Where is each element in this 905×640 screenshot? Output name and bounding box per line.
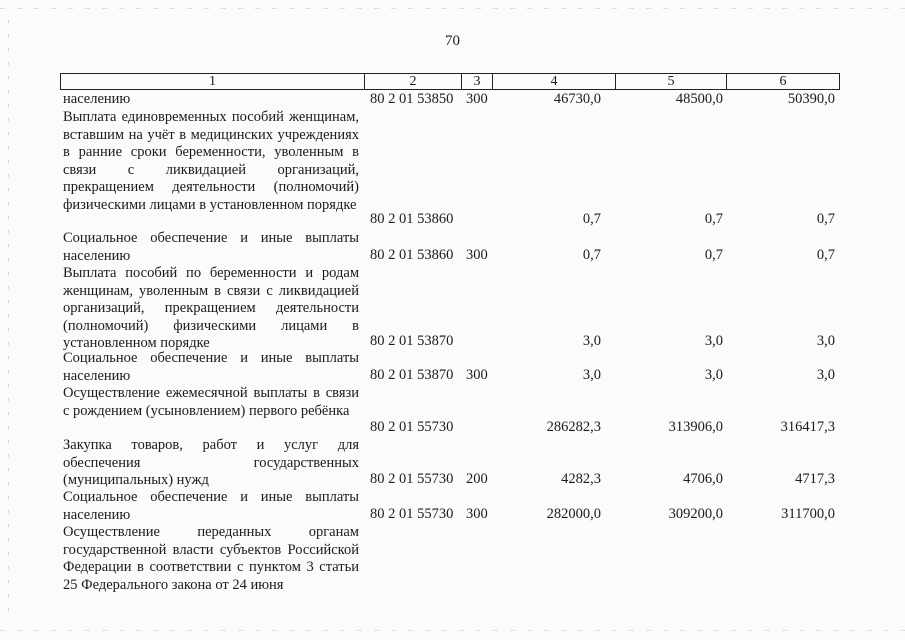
row-code: 80 2 01 53870 bbox=[370, 333, 454, 349]
row-value-4: 282000,0 bbox=[546, 506, 601, 522]
row-description: Закупка товаров, работ и услуг для обеспечения государственных (муниципальных) нужд bbox=[63, 437, 359, 488]
row-value-5: 4706,0 bbox=[683, 471, 723, 487]
row-value-6: 0,7 bbox=[816, 247, 835, 263]
row-value-5: 0,7 bbox=[704, 247, 723, 263]
table-header bbox=[60, 73, 840, 90]
row-value-5: 3,0 bbox=[704, 333, 723, 349]
row-value-4: 4282,3 bbox=[561, 471, 601, 487]
row-value-6: 50390,0 bbox=[787, 91, 835, 107]
scan-artifact-bottom bbox=[0, 630, 905, 631]
header-col-1: 1 bbox=[209, 74, 216, 89]
row-value-6: 316417,3 bbox=[780, 419, 835, 435]
row-value-4: 3,0 bbox=[582, 333, 601, 349]
row-code: 80 2 01 53850 bbox=[370, 91, 454, 107]
row-value-6: 0,7 bbox=[816, 211, 835, 227]
row-type: 200 bbox=[466, 471, 488, 487]
header-col-2: 2 bbox=[364, 74, 461, 89]
row-value-6: 3,0 bbox=[816, 333, 835, 349]
row-value-5: 313906,0 bbox=[668, 419, 723, 435]
page-number: 70 bbox=[445, 33, 460, 49]
scan-margin-mark bbox=[8, 20, 9, 620]
row-description: населению bbox=[63, 91, 131, 107]
row-value-6: 4717,3 bbox=[795, 471, 835, 487]
row-value-4: 3,0 bbox=[582, 367, 601, 383]
row-value-4: 286282,3 bbox=[546, 419, 601, 435]
row-description: Социальное обеспечение и иные выплаты населению bbox=[63, 230, 359, 264]
row-code: 80 2 01 55730 bbox=[370, 419, 454, 435]
row-value-5: 48500,0 bbox=[675, 91, 723, 107]
row-description: Осуществление ежемесячной выплаты в связи с рождением (усыновлением) первого ребёнка bbox=[63, 385, 359, 419]
row-description: Социальное обеспечение и иные выплаты населению bbox=[63, 350, 359, 384]
row-value-5: 309200,0 bbox=[668, 506, 723, 522]
header-col-4: 4 bbox=[492, 74, 615, 89]
row-type: 300 bbox=[466, 506, 488, 522]
header-col-5: 5 bbox=[615, 74, 726, 89]
row-value-6: 311700,0 bbox=[781, 506, 835, 522]
row-value-4: 46730,0 bbox=[553, 91, 601, 107]
header-col-3: 3 bbox=[461, 74, 492, 89]
header-col-6: 6 bbox=[726, 74, 839, 89]
row-value-4: 0,7 bbox=[582, 247, 601, 263]
row-type: 300 bbox=[466, 91, 488, 107]
row-description: Социальное обеспечение и иные выплаты населению bbox=[63, 489, 359, 523]
row-code: 80 2 01 55730 bbox=[370, 471, 454, 487]
row-description: Выплата пособий по беременности и родам женщинам, уволенным в связи с ликвидацией организаций, прекращением деятельности (полномочий) физическими лицами в установленном порядке bbox=[63, 265, 359, 351]
scan-artifact-top bbox=[0, 8, 905, 9]
row-description: Осуществление переданных органам государственной власти субъектов Российской Федерации в соответствии с пунктом 3 статьи 25 Федерального закона от 24 июня bbox=[63, 524, 359, 593]
row-description: Выплата единовременных пособий женщинам, вставшим на учёт в медицинских учреждениях в ранние сроки беременности, уволенным в связи с ликвидацией организаций, прекращением деятельности (полномочий) физическими лицами в установленном порядке bbox=[63, 109, 359, 213]
row-value-6: 3,0 bbox=[816, 367, 835, 383]
row-type: 300 bbox=[466, 247, 488, 263]
row-type: 300 bbox=[466, 367, 488, 383]
row-code: 80 2 01 53860 bbox=[370, 211, 454, 227]
row-code: 80 2 01 53860 bbox=[370, 247, 454, 263]
row-value-5: 3,0 bbox=[704, 367, 723, 383]
row-value-4: 0,7 bbox=[582, 211, 601, 227]
row-code: 80 2 01 53870 bbox=[370, 367, 454, 383]
row-value-5: 0,7 bbox=[704, 211, 723, 227]
row-code: 80 2 01 55730 bbox=[370, 506, 454, 522]
